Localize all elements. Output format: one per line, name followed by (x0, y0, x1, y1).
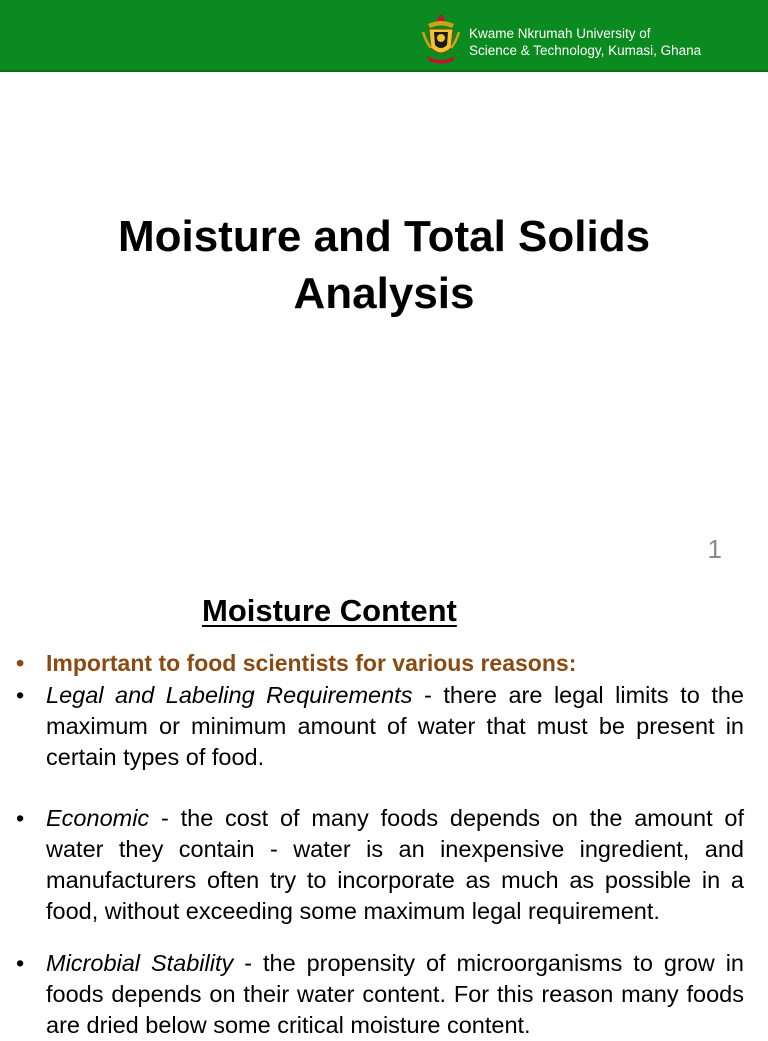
bullet-marker: • (16, 650, 25, 676)
bullet-legal-labeling (16, 680, 744, 773)
bullet-term: Microbial Stability (46, 950, 234, 976)
bullet-microbial-stability (16, 948, 744, 1041)
bullet-text: - the cost of many foods depends on the amount of water they contain - water is an inexpensive ingredient, and manufacturers often try to incorporate as much as possible in a food, without exceeding some maximum legal requirement. (46, 805, 744, 924)
slide-title (40, 208, 728, 322)
university-header-bar (0, 0, 768, 72)
bullet-marker: • (16, 805, 25, 831)
bullet-marker: • (16, 950, 25, 976)
university-name-line1: Kwame Nkrumah University of (469, 26, 651, 41)
lead-bullet (16, 648, 744, 679)
bullet-text: - the propensity of microorganisms to grow in foods depends on their water content. For this reason many foods are dried below some critical moisture content. (46, 950, 745, 1038)
bullet-economic (16, 803, 744, 927)
slide-number: 1 (707, 534, 722, 564)
slide-title-line1: Moisture and Total Solids (117, 212, 651, 261)
bullet-list (16, 648, 744, 1041)
university-name-line2: Science & Technology, Kumasi, Ghana (469, 43, 702, 58)
bullet-term: Economic (46, 805, 150, 831)
slide-title-line2: Analysis (293, 269, 475, 318)
bullet-text: - there are legal limits to the maximum or minimum amount of water that must be present in certain types of food. (46, 682, 744, 770)
bullet-marker: • (16, 682, 25, 708)
university-crest-icon (420, 12, 462, 66)
university-name (469, 25, 701, 59)
lead-bullet-text: Important to food scientists for various reasons: (46, 650, 577, 676)
section-heading: Moisture Content (202, 593, 457, 628)
bullet-term: Legal and Labeling Requirements (46, 682, 413, 708)
